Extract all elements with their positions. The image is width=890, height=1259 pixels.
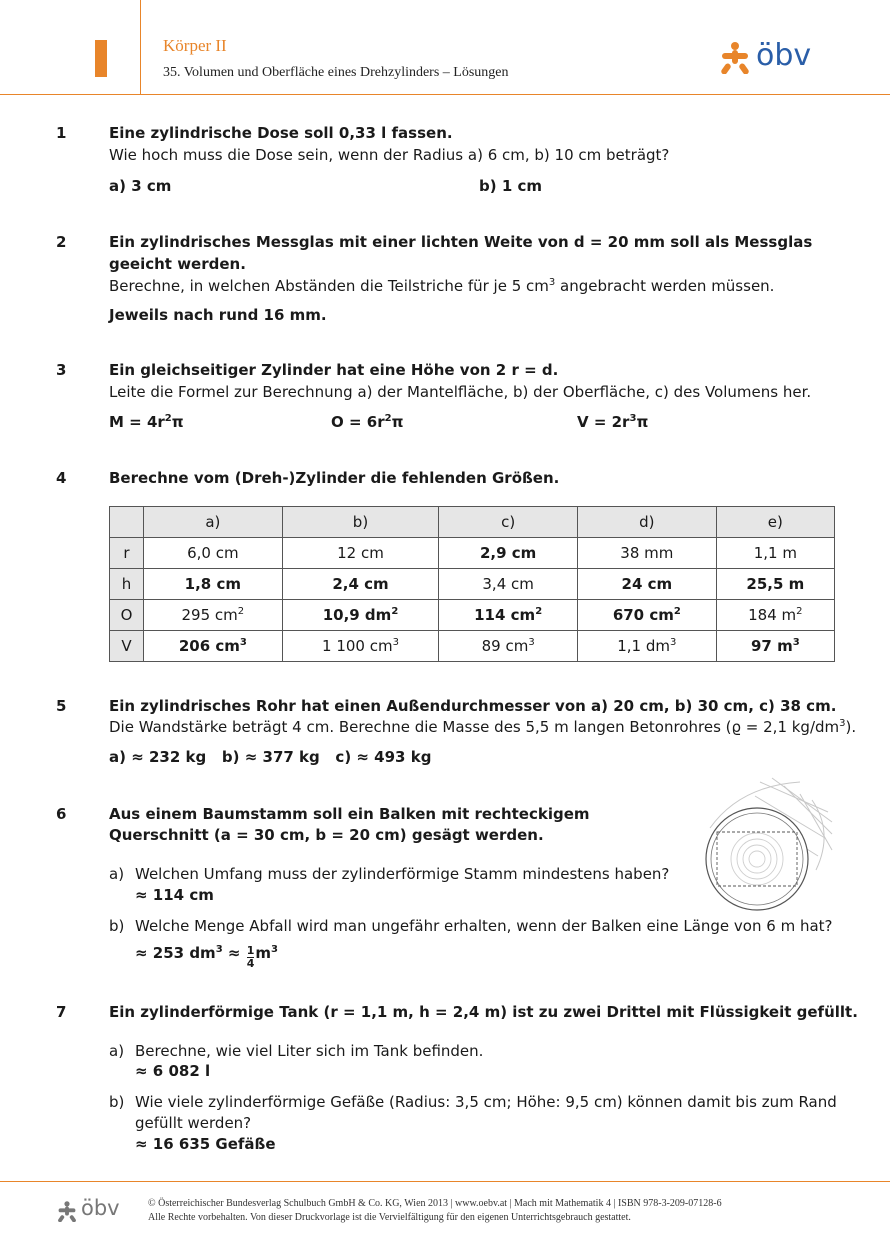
footer-copyright: © Österreichischer Bundesverlag Schulbuch GmbH & Co. KG, Wien 2013 | www.oebv.at | Mach mit Mathematik 4 | ISBN 978-3-209-07128-6 — [148, 1198, 722, 1209]
exercise-6-a-label: a) — [109, 865, 125, 883]
exercise-1-answer-a: a) 3 cm — [109, 177, 172, 195]
exercise-7-a-text: Berechne, wie viel Liter sich im Tank befinden. — [135, 1042, 484, 1060]
cylinder-values-table — [109, 506, 835, 662]
exercise-2-answer: Jeweils nach rund 16 mm. — [109, 306, 327, 324]
exercise-7-b-label: b) — [109, 1093, 125, 1111]
exercise-number: 6 — [56, 805, 67, 823]
table-row-label: h — [110, 569, 144, 600]
table-cell: 89 $cm^3$ — [439, 631, 578, 662]
exercise-number: 4 — [56, 469, 67, 487]
oebv-star-icon — [56, 1200, 78, 1222]
table-cell: 1,1 m — [716, 538, 834, 569]
table-row-label: O — [110, 600, 144, 631]
exercise-number: 1 — [56, 124, 67, 142]
exercise-7-b-text-line2: gefüllt werden? — [135, 1114, 252, 1132]
exercise-number: 5 — [56, 697, 67, 715]
table-cell: 12 cm — [282, 538, 439, 569]
exercise-2-question-line2: geeicht werden. — [109, 255, 246, 273]
oebv-star-icon — [718, 40, 752, 74]
chapter-mark — [95, 40, 107, 77]
table-cell: 1,8 cm — [144, 569, 283, 600]
header-vertical-divider — [140, 0, 141, 94]
footer-rule — [0, 1181, 890, 1182]
table-cell: 206 $cm^3$ — [144, 631, 283, 662]
table-cell: 2,9 cm — [439, 538, 578, 569]
table-cell: 114 $cm^2$ — [439, 600, 578, 631]
exercise-6-question-line2: Querschnitt (a = 30 cm, b = 20 cm) gesägt werden. — [109, 826, 544, 844]
footer-logo-text: öbv — [81, 1196, 120, 1220]
page-subtitle: 35. Volumen und Oberfläche eines Drehzylinders – Lösungen — [163, 65, 509, 80]
header-rule — [0, 94, 890, 95]
table-cell: 295 $cm^2$ — [144, 600, 283, 631]
table-column-header: e) — [716, 507, 834, 538]
table-corner-cell — [110, 507, 144, 538]
exercise-6-question-line1: Aus einem Baumstamm soll ein Balken mit rechteckigem — [109, 805, 590, 823]
exercise-2-text: Berechne, in welchen Abständen die Teilstriche für je 5 $cm^3$ angebracht werden müssen. — [109, 277, 775, 295]
exercise-5-question: Ein zylindrisches Rohr hat einen Außendurchmesser von a) 20 cm, b) 30 cm, c) 38 cm. — [109, 697, 837, 715]
table-cell: 10,9 $dm^2$ — [282, 600, 439, 631]
table-row-label: r — [110, 538, 144, 569]
table-header-row — [110, 507, 835, 538]
chapter-title: Körper II — [163, 36, 227, 55]
table-row — [110, 631, 835, 662]
exercise-5-text: Die Wandstärke beträgt 4 cm. Berechne die Masse des 5,5 m langen Betonrohres (ϱ = 2,1 $kg/dm^3$). — [109, 718, 857, 736]
exercise-2-question-line1: Ein zylindrisches Messglas mit einer lichten Weite von d = 20 mm soll als Messglas — [109, 233, 813, 251]
table-cell: 24 cm — [577, 569, 716, 600]
exercise-number: 2 — [56, 233, 67, 251]
exercise-1-text: Wie hoch muss die Dose sein, wenn der Radius a) 6 cm, b) 10 cm beträgt? — [109, 146, 670, 164]
table-row — [110, 600, 835, 631]
table-cell: 1,1 $dm^3$ — [577, 631, 716, 662]
footer-rights: Alle Rechte vorbehalten. Von dieser Druckvorlage ist die Vervielfältigung für den eigenen Unterrichtsgebrauch gestattet. — [148, 1212, 631, 1223]
exercise-3-question: Ein gleichseitiger Zylinder hat eine Höhe von 2 r = d. — [109, 361, 559, 379]
exercise-3-answer-v: $V = 2r^3\pi$ — [577, 413, 649, 431]
table-cell: 1 100 $cm^3$ — [282, 631, 439, 662]
exercise-5-answer: a) ≈ 232 kg b) ≈ 377 kg c) ≈ 493 kg — [109, 748, 432, 766]
table-column-header: c) — [439, 507, 578, 538]
exercise-6-b-text: Welche Menge Abfall wird man ungefähr erhalten, wenn der Balken eine Länge von 6 m hat? — [135, 917, 833, 935]
exercise-6-a-text: Welchen Umfang muss der zylinderförmige Stamm mindestens haben? — [135, 865, 670, 883]
exercise-6-b-label: b) — [109, 917, 125, 935]
table-row — [110, 538, 835, 569]
exercise-3-answer-o: $O = 6r^2\pi$ — [331, 413, 404, 431]
exercise-7-b-answer: ≈ 16 635 Gefäße — [135, 1135, 276, 1153]
table-column-header: b) — [282, 507, 439, 538]
exercise-1-question: Eine zylindrische Dose soll 0,33 l fassen. — [109, 124, 453, 142]
exercise-number: 7 — [56, 1003, 67, 1021]
footer-logo — [56, 1198, 136, 1224]
exercise-7-question: Ein zylinderförmige Tank (r = 1,1 m, h = 2,4 m) ist zu zwei Drittel mit Flüssigkeit gefüllt. — [109, 1003, 858, 1021]
table-cell: 184 $m^2$ — [716, 600, 834, 631]
table-column-header: a) — [144, 507, 283, 538]
exercise-3-text: Leite die Formel zur Berechnung a) der Mantelfläche, b) der Oberfläche, c) des Volumens her. — [109, 383, 812, 401]
header-logo — [718, 40, 828, 76]
exercise-6-b-answer: ≈ 253 $dm^3$ ≈ $\frac{1}{4}$ $m^3$ — [135, 944, 278, 970]
table-cell: 670 $cm^2$ — [577, 600, 716, 631]
exercise-7-a-answer: ≈ 6 082 l — [135, 1062, 211, 1080]
exercise-6-a-answer: ≈ 114 cm — [135, 886, 214, 904]
one-quarter-fraction: $\frac{1}{4}$ — [246, 944, 255, 970]
exercise-number: 3 — [56, 361, 67, 379]
table-column-header: d) — [577, 507, 716, 538]
table-cell: 97 $m^3$ — [716, 631, 834, 662]
exercise-7-b-text-line1: Wie viele zylinderförmige Gefäße (Radius: 3,5 cm; Höhe: 9,5 cm) können damit bis zum Rand — [135, 1093, 837, 1111]
exercise-3-answer-m: $M = 4r^2\pi$ — [109, 413, 184, 431]
table-row — [110, 569, 835, 600]
table-cell: 25,5 m — [716, 569, 834, 600]
table-cell: 3,4 cm — [439, 569, 578, 600]
table-cell: 6,0 cm — [144, 538, 283, 569]
exercise-4-question: Berechne vom (Dreh-)Zylinder die fehlenden Größen. — [109, 469, 560, 487]
exercise-1-answer-b: b) 1 cm — [479, 177, 542, 195]
exercise-7-a-label: a) — [109, 1042, 125, 1060]
table-cell: 2,4 cm — [282, 569, 439, 600]
table-cell: 38 mm — [577, 538, 716, 569]
logo-text: öbv — [756, 38, 812, 73]
table-row-label: V — [110, 631, 144, 662]
tree-trunk-illustration — [700, 772, 836, 912]
